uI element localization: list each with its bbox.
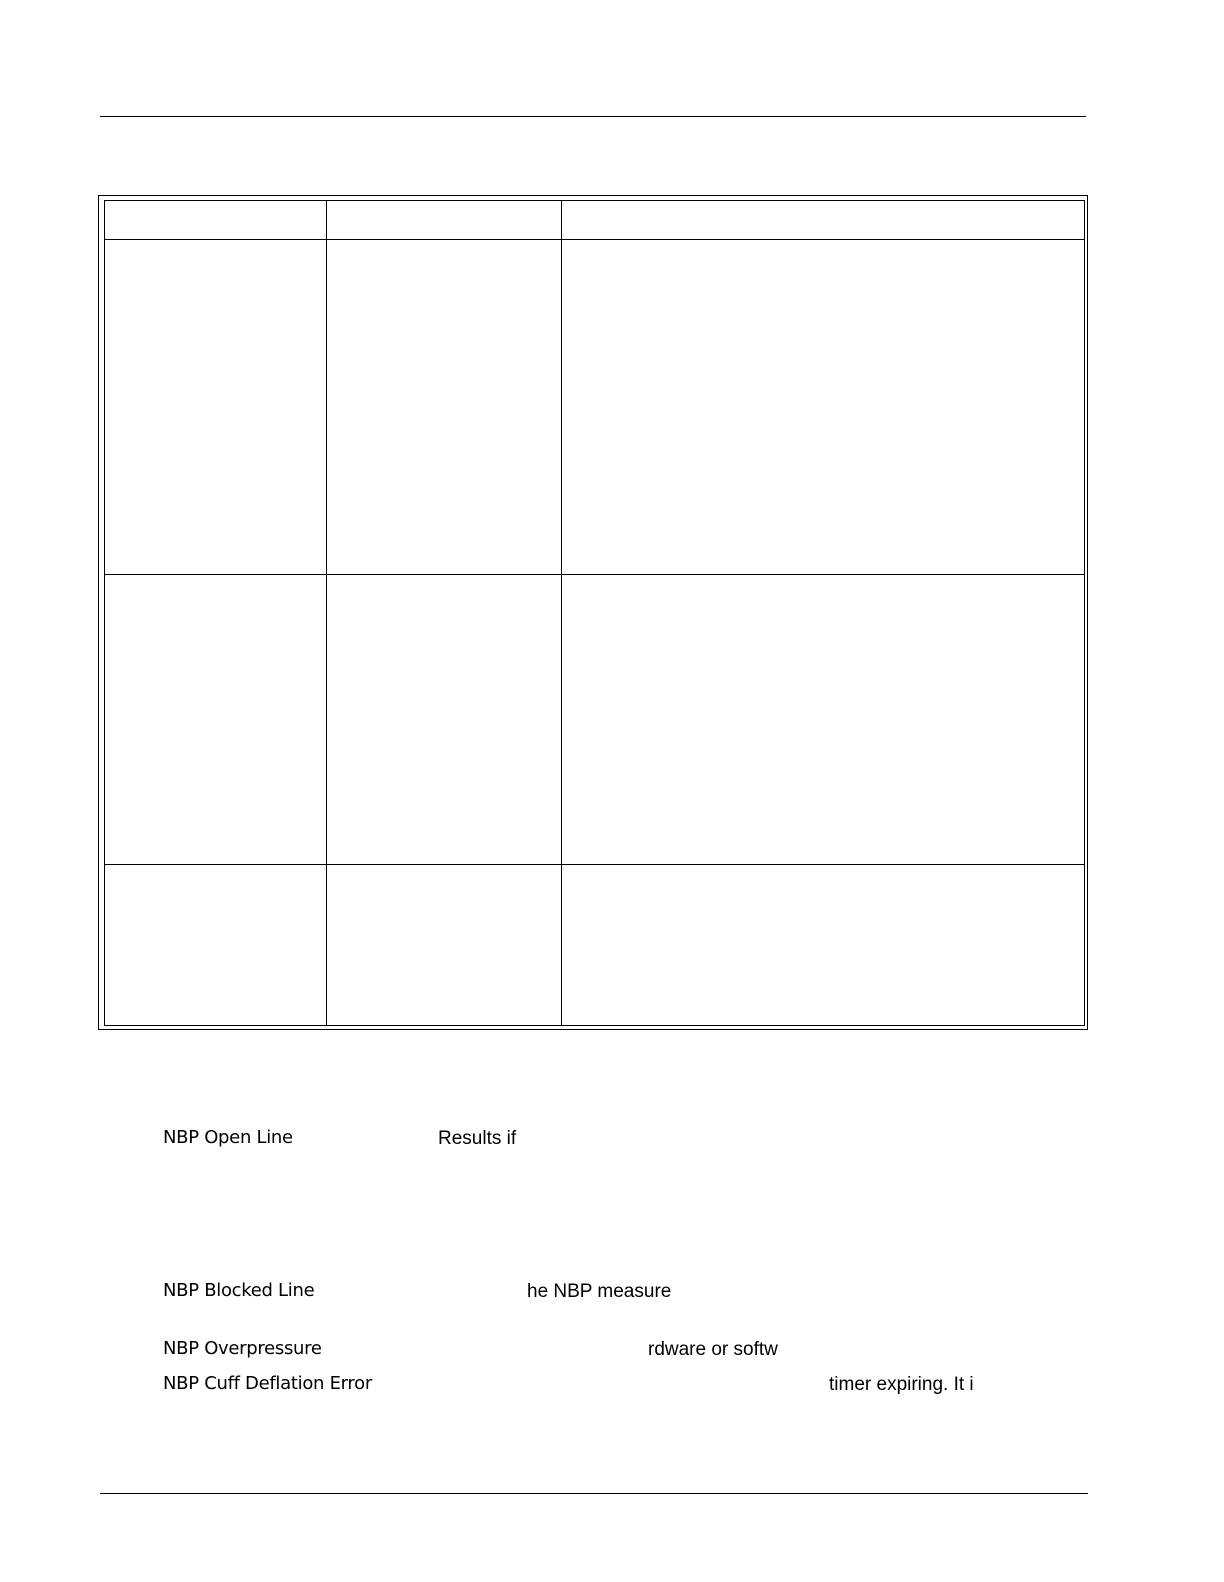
footer-rule — [100, 1493, 1088, 1494]
table — [104, 200, 1085, 1026]
definition-term: NBP Cuff Deflation Error — [163, 1373, 372, 1394]
definition-text: rdware or softw — [648, 1339, 778, 1360]
table-column-separator — [561, 200, 562, 1026]
table-row-separator — [104, 864, 1085, 865]
definition-text: Results if — [438, 1128, 517, 1149]
definition-text: timer expiring. It i — [829, 1374, 974, 1395]
table-row-separator — [104, 574, 1085, 575]
table-column-separator — [326, 200, 327, 1026]
definition-term: NBP Overpressure — [163, 1338, 322, 1359]
definition-term: NBP Blocked Line — [163, 1280, 315, 1301]
definition-term: NBP Open Line — [163, 1127, 293, 1148]
table-header-separator — [104, 239, 1085, 240]
definition-text: he NBP measure — [527, 1281, 672, 1302]
header-rule — [100, 116, 1086, 117]
